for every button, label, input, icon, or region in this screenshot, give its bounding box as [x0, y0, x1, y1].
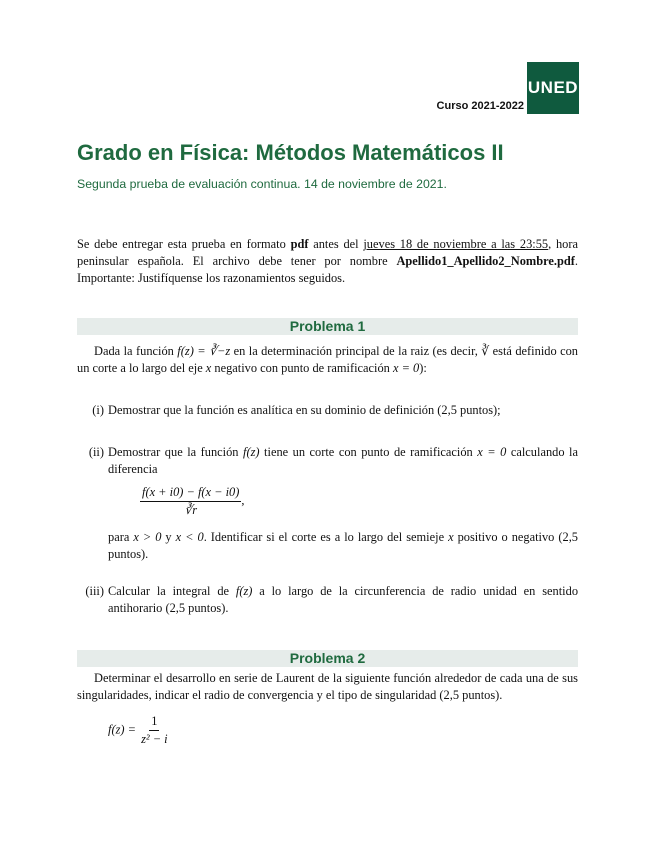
difference-formula: $\frac{f(x + i0) - f(x - i0)}{∛r}$ ,: [142, 485, 245, 517]
problema-2-heading: Problema 2: [77, 650, 578, 667]
filename: Apellido1_Apellido2_Nombre.pdf: [396, 254, 575, 268]
problema-1-item-i: (i) Demostrar que la función es analítica en su dominio de definición (2,5 puntos);: [92, 403, 501, 417]
uned-logo: [527, 62, 579, 114]
page-subtitle: Segunda prueba de evaluación continua. 14 de noviembre de 2021.: [77, 177, 447, 191]
course-year: Curso 2021-2022: [436, 100, 524, 112]
format-pdf: pdf: [290, 237, 309, 251]
problema-2-statement: Determinar el desarrollo en serie de Laurent de la siguiente función alrededor de cada una de sus singularidades, indicar el radio de convergencia y el tipo de singularidad (2,5 puntos).: [77, 671, 578, 702]
deadline: jueves 18 de noviembre a las 23:55: [363, 237, 549, 251]
problema-1-item-ii: (ii) Demostrar que la función f(z) tiene un corte con punto de ramificación x = 0 calculando la diferencia $\frac{f(x + i0) - f(x - i0)}{∛r}$ , para x > 0 y x < 0. Identificar si el corte es a lo largo del semieje x positivo o negativo (2,5 puntos).: [88, 445, 578, 561]
problema-2-function: f(z) = $\frac{1}{\text{z² − i}}$: [108, 714, 168, 746]
problema-1-statement: Dada la función f(z) = ∛−z en la determinación principal de la raiz (es decir, ∛ está definido con un corte a lo largo del eje x negativo con punto de ramificación x = 0):: [77, 344, 578, 375]
page-title: Grado en Física: Métodos Matemáticos II: [77, 140, 504, 165]
logo-text: UNED: [527, 78, 579, 97]
instructions-paragraph: Se debe entregar esta prueba en formato pdf antes del jueves 18 de noviembre a las 23:55, hora peninsular española. El archivo debe tener por nombre Apellido1_Apellido2_Nombre.pdf. Importante: Justifíquense los razonamientos seguidos.: [77, 237, 578, 285]
problema-1-item-iii: (iii) Calcular la integral de f(z) a lo largo de la circunferencia de radio unidad en sentido antihorario (2,5 puntos).: [85, 584, 579, 615]
problema-1-heading: Problema 1: [77, 318, 578, 335]
